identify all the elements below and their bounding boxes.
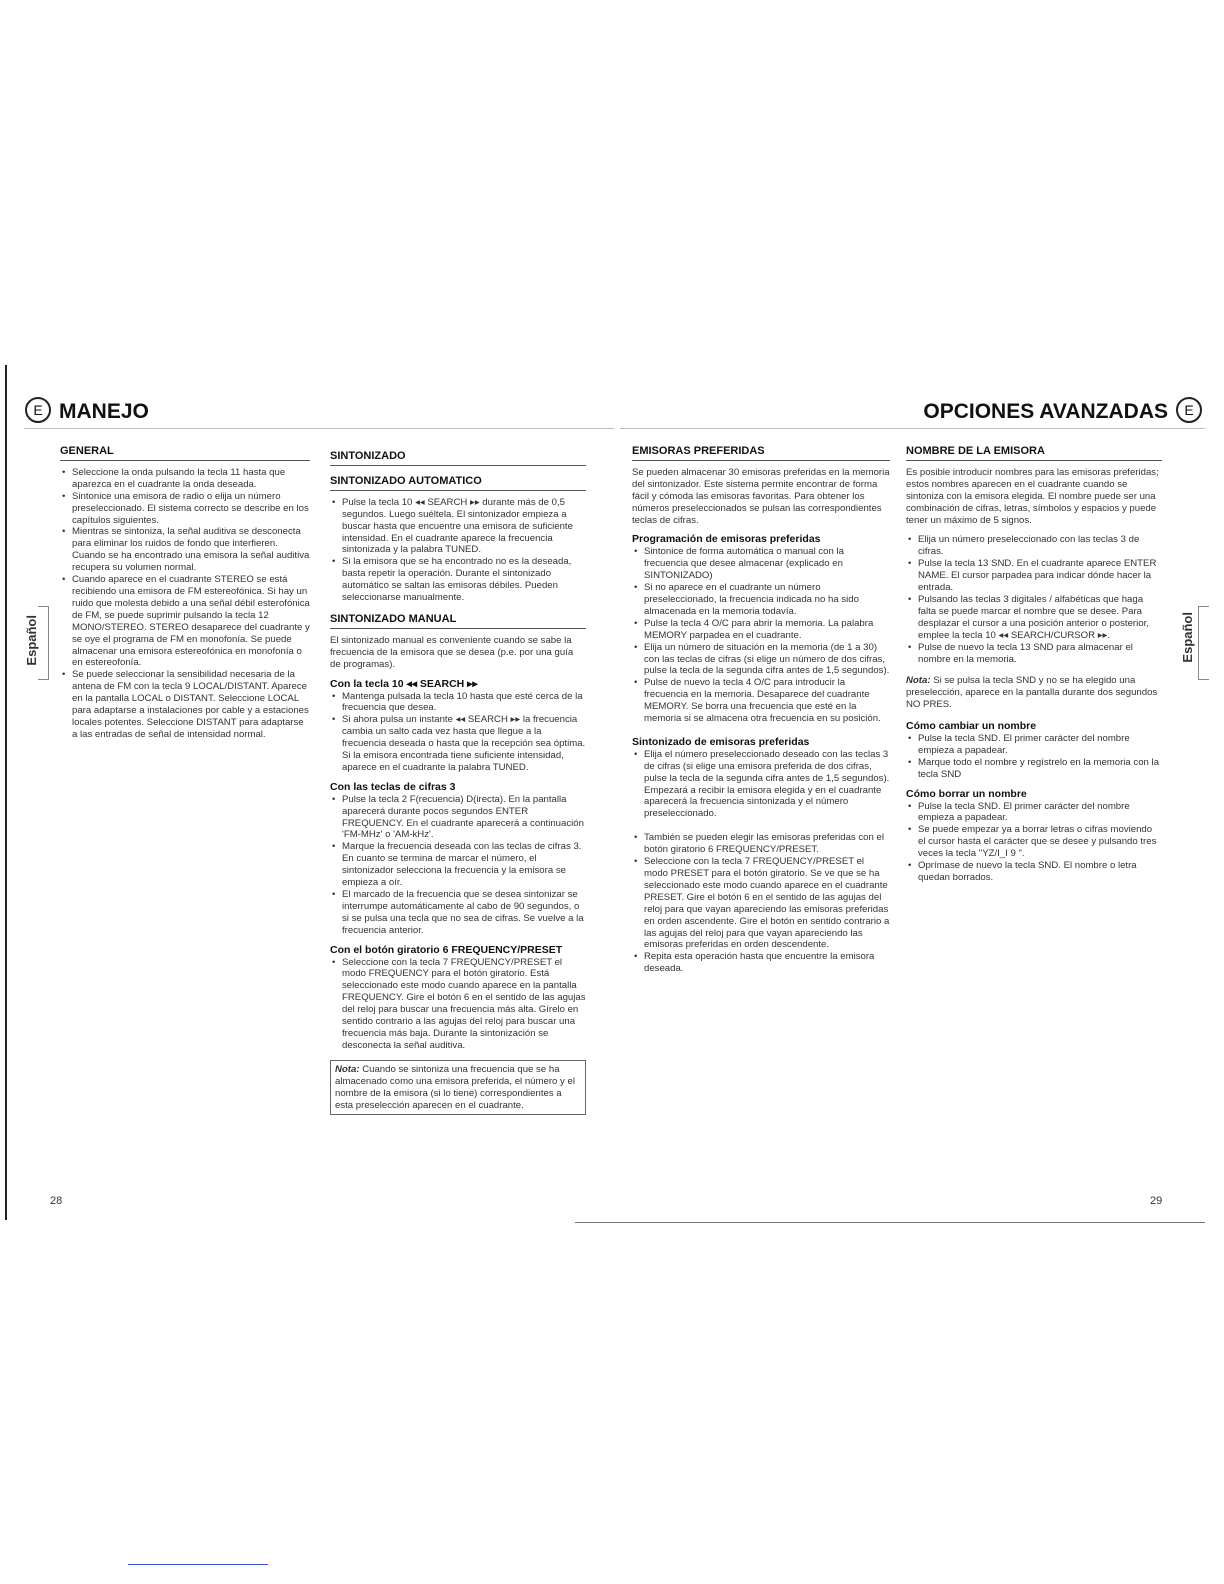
list-item: • El marcado de la frecuencia que se desea sintonizar se interrumpe automáticamente al cabo de 90 segundos, o si se pulsa una tecla que no sea de cifras. Se vuelve a la frecuencia anterior. — [330, 889, 586, 937]
left-tab-brace — [38, 606, 49, 680]
general-list — [60, 467, 310, 741]
sintonizado-heading: SINTONIZADO — [330, 451, 586, 466]
knob-list — [330, 957, 586, 1052]
left-page-title: E MANEJO — [25, 397, 149, 424]
note-label: Nota: — [906, 675, 931, 687]
list-item: • Si ahora pulsa un instante ◂◂ SEARCH ▸▸ la frecuencia cambia un salto cada vez hasta que llegue a la frecuencia deseada o hasta que la recepción sea óptima. Si la emisora encontrada tiene suficiente intensidad, aparece en el cuadrante la palabra TUNED. — [330, 714, 586, 774]
bottom-divider — [575, 1222, 1205, 1223]
right-side-tab: Español — [1180, 612, 1195, 663]
list-item: • Repita esta operación hasta que encuentre la emisora deseada. — [632, 951, 890, 975]
digits-list — [330, 794, 586, 937]
list-item: • Se puede seleccionar la sensibilidad necesaria de la antena de FM con la tecla 9 LOCAL/DISTANT. Aparece en la pantalla LOCAL o DISTANT. Seleccione LOCAL para adaptarse a instalaciones por cable y a estaciones locales potentes. Seleccione DISTANT para adaptarse a las entradas de señal de intensidad normal. — [60, 669, 310, 740]
knob-heading: Con el botón giratorio 6 FREQUENCY/PRESET — [330, 943, 563, 956]
list-item: • Si no aparece en el cuadrante un número preseleccionado, la frecuencia indicada no ha sido almacenada en la memoria todavía. — [632, 582, 890, 618]
delete-heading: Cómo borrar un nombre — [906, 787, 1027, 800]
list-item: • Marque todo el nombre y regístrelo en la memoria con la tecla SND — [906, 757, 1162, 781]
general-section — [60, 446, 310, 741]
auto-list — [330, 497, 586, 604]
top-divider-left — [24, 428, 614, 429]
general-heading: GENERAL — [60, 446, 310, 461]
page-number-right: 29 — [1150, 1195, 1163, 1207]
list-item: • Sintonice una emisora de radio o elija un número preseleccionado. El sistema correcto se describe en los capítulos siguientes. — [60, 491, 310, 527]
list-item: • También se pueden elegir las emisoras preferidas con el botón giratorio 6 FREQUENCY/PRESET. — [632, 832, 890, 856]
preferidas-section — [632, 446, 890, 975]
language-badge-icon: E — [1176, 397, 1202, 423]
prog-heading: Programación de emisoras preferidas — [632, 533, 821, 546]
auto-heading: SINTONIZADO AUTOMATICO — [330, 476, 586, 491]
preferidas-heading: EMISORAS PREFERIDAS — [632, 446, 890, 461]
list-item: • Pulse la tecla SND. El primer carácter del nombre empieza a papadear. — [906, 733, 1162, 757]
delete-list — [906, 801, 1162, 884]
note-text: Si se pulsa la tecla SND y no se ha elegido una preselección, aparece en la pantalla durante dos segundos NO PRES. — [906, 675, 1158, 711]
tune-list — [632, 749, 890, 975]
tune-heading: Sintonizado de emisoras preferidas — [632, 735, 810, 748]
search-heading: Con la tecla 10 ◂◂ SEARCH ▸▸ — [330, 677, 478, 690]
list-item: • Mantenga pulsada la tecla 10 hasta que esté cerca de la frecuencia que desea. — [330, 691, 586, 715]
manual-intro: El sintonizado manual es conveniente cuando se sabe la frecuencia de la emisora que se desea (p.e. por una guía de programas). — [330, 634, 574, 670]
list-item: • Elija el número preseleccionado deseado con las teclas 3 de cifras (si elige una emisora preferida de dos cifras, pulse la tecla de la segunda cifra antes de 1,5 segundos). Empezará a recibir la emisora elegida y en el cuadrante aparecerá la frecuencia sintonizada y el número preseleccionado. — [632, 749, 890, 820]
right-page-title: OPCIONES AVANZADAS E — [923, 397, 1202, 424]
digits-heading: Con las teclas de cifras 3 — [330, 780, 456, 793]
preferidas-intro: Se pueden almacenar 30 emisoras preferidas en la memoria del sintonizador. Este sistema permite encontrar de forma fácil y cómoda las emisoras favoritas. Para obtener los números preseleccionados se pulsan las correspondientes teclas de cifras. — [632, 466, 890, 526]
list-item: • Oprímase de nuevo la tecla SND. El nombre o letra quedan borrados. — [906, 860, 1162, 884]
scan-mark — [128, 1564, 268, 1565]
list-item: • Se puede empezar ya a borrar letras o cifras moviendo el cursor hasta el carácter que se desee y pulsando tres veces la tecla "YZ/I_I 9 ". — [906, 824, 1162, 860]
list-item: • Pulse de nuevo la tecla 13 SND para almacenar el nombre en la memoria. — [906, 642, 1162, 666]
list-item: • Pulse la tecla 13 SND. En el cuadrante aparece ENTER NAME. El cursor parpadea para indicar dónde hacer la entrada. — [906, 558, 1162, 594]
list-item: • Cuando aparece en el cuadrante STEREO se está recibiendo una emisora de FM estereofónica. Si hay un ruido que molesta debido a una señal débil esterofónica de FM, se puede suprimir pulsando la tecla 12 MONO/STEREO. STEREO desaparece del cuadrante y se oye el programa de FM en monofonía. Se puede almacenar una emisora estereofónica en monofonía o en estereofonía. — [60, 574, 310, 669]
list-item: • Elija un número de situación en la memoria (de 1 a 30) con las teclas de cifras (si elige un número de dos cifras, pulse la tecla de la segunda cifra antes de 1,5 segundos). — [632, 642, 890, 678]
right-tab-brace — [1198, 606, 1209, 680]
list-item: • Pulse de nuevo la tecla 4 O/C para introducir la frecuencia en la memoria. Desaparece del cuadrante MEMORY. Se borra una frecuencia que esté en la memoria si se almacena otra frecuencia en su posición. — [632, 677, 890, 725]
change-list — [906, 733, 1162, 781]
note-label: Nota: — [335, 1063, 360, 1075]
note-text: Cuando se sintoniza una frecuencia que se ha almacenado como una emisora preferida, el número y el nombre de la emisora (si lo tiene) correspondientes a esta preselección aparecen en el cuadrante. — [335, 1063, 575, 1111]
top-divider-right — [620, 428, 1205, 429]
manual-heading: SINTONIZADO MANUAL — [330, 614, 586, 629]
list-item: • Pulse la tecla 10 ◂◂ SEARCH ▸▸ durante más de 0,5 segundos. Luego suéltela. El sintonizador empieza a buscar hasta que encuentre una emisora de suficiente intensidad. En el cuadrante aparece la frecuencia sintonizada y la palabra TUNED. — [330, 497, 586, 557]
list-item: • Pulse la tecla 4 O/C para abrir la memoria. La palabra MEMORY parpadea en el cuadrante. — [632, 618, 890, 642]
list-item: • Seleccione con la tecla 7 FREQUENCY/PRESET el modo PRESET para el botón giratorio. Se ve que se ha seleccionado este modo cuando aparece en el cuadrante PRESET. Gire el botón 6 en el sentido de las agujas del reloj para que vayan apareciendo las emisoras preferidas en orden ascendente. Gire el botón en sentido contrario a las agujas del reloj para que vayan apareciendo las emisoras preferidas en orden descendente. — [632, 856, 890, 951]
list-item: • Mientras se sintoniza, la señal auditiva se desconecta para eliminar los ruidos de fondo que interfieren. Cuando se ha encontrado una emisora la señal auditiva recupera su volumen normal. — [60, 526, 310, 574]
note-box — [330, 1060, 586, 1116]
nombre-section — [906, 446, 1162, 884]
list-item: • Pulse la tecla 2 F(recuencia) D(irecta). En la pantalla aparecerá durante pocos segundos ENTER FREQUENCY. En el cuadrante aparecerá a continuación 'FM-MHz' o 'AM-kHz'. — [330, 794, 586, 842]
left-side-tab: Español — [24, 615, 39, 666]
page-binding-line — [5, 365, 7, 1220]
nombre-list — [906, 534, 1162, 665]
list-item: • Sintonice de forma automática o manual con la frecuencia que desee almacenar (explicado en SINTONIZADO) — [632, 546, 890, 582]
list-item: • Seleccione la onda pulsando la tecla 11 hasta que aparezca en el cuadrante la onda deseada. — [60, 467, 310, 491]
list-item: • Pulsando las teclas 3 digitales / alfabéticas que haga falta se puede marcar el nombre que se desee. Para desplazar el cursor a una posición anterior o posterior, emplee la tecla 10 ◂◂ SEARCH/CURSOR ▸▸. — [906, 594, 1162, 642]
language-badge-icon: E — [25, 397, 51, 423]
change-heading: Cómo cambiar un nombre — [906, 720, 1037, 733]
page-number-left: 28 — [50, 1195, 63, 1207]
list-item: • Pulse la tecla SND. El primer carácter del nombre empieza a papadear. — [906, 801, 1162, 825]
list-item: • Marque la frecuencia deseada con las teclas de cifras 3. En cuanto se termina de marcar el número, el sintonizador selecciona la frecuencia y la emisora se empieza a oír. — [330, 841, 586, 889]
list-item: • Si la emisora que se ha encontrado no es la deseada, basta repetir la operación. Durante el sintonizado automático se saltan las emisoras débiles. Pueden seleccionarse manualmente. — [330, 556, 586, 604]
list-item: • Seleccione con la tecla 7 FREQUENCY/PRESET el modo FREQUENCY para el botón giratorio. Está seleccionado este modo cuando aparece en la pantalla FREQUENCY. Gire el botón 6 en el sentido de las agujas del reloj para buscar una frecuencia más alta. Gírelo en sentido contrario a las agujas del reloj para buscar una frecuencia más baja. Durante la sintonización se desconecta la señal auditiva. — [330, 957, 586, 1052]
search-list — [330, 691, 586, 774]
nombre-note — [906, 675, 1162, 711]
prog-list — [632, 546, 890, 725]
nombre-intro: Es posible introducir nombres para las emisoras preferidas; estos nombres aparecen en el cuadrante cuando se sintoniza con la emisora elegida. El nombre puede ser una combinación de cifras, letras, símbolos y espacios y puede tener un máximo de 5 signos. — [906, 466, 1159, 526]
sintonizado-section — [330, 451, 586, 1115]
nombre-heading: NOMBRE DE LA EMISORA — [906, 446, 1162, 461]
list-item: • Elija un número preseleccionado con las teclas 3 de cifras. — [906, 534, 1162, 558]
